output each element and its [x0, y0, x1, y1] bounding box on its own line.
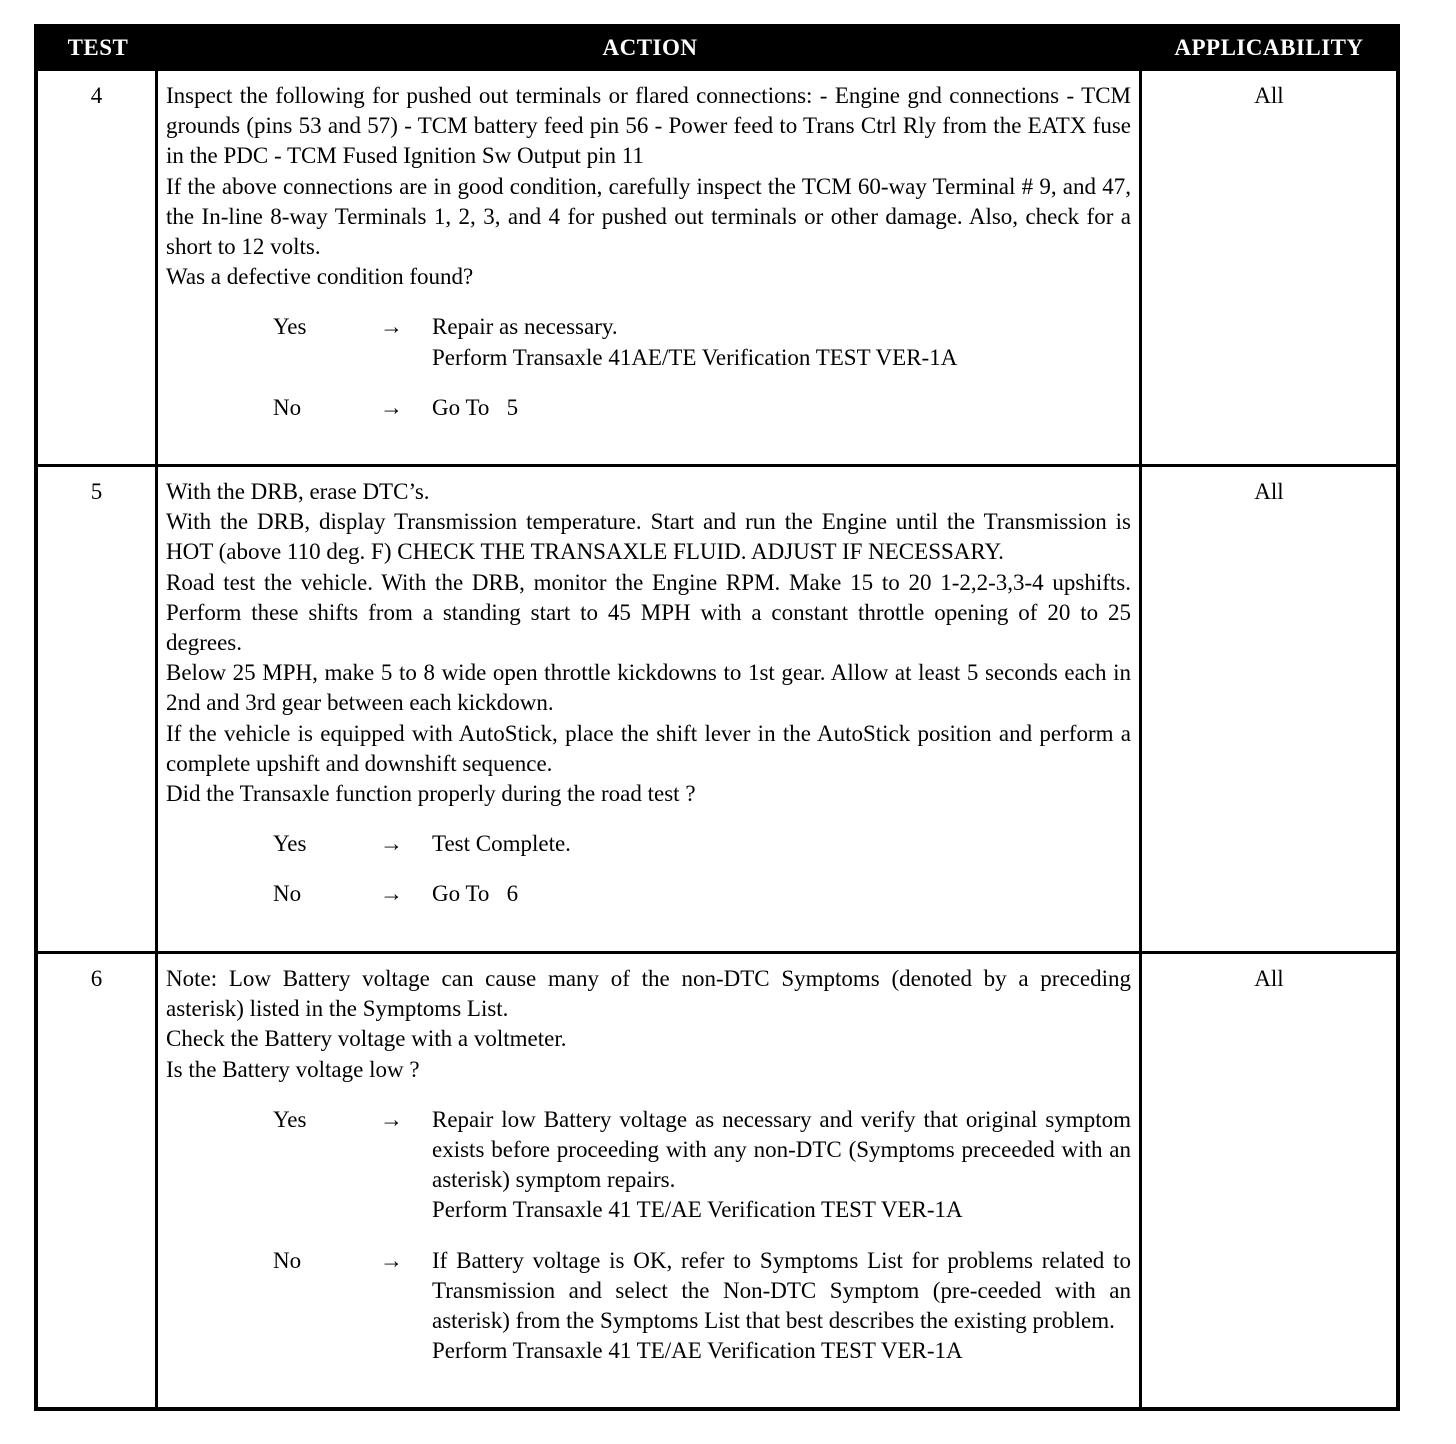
yes-branch — [166, 312, 1131, 372]
yes-result-line: Perform Transaxle 41 TE/AE Verification TEST VER-1A — [432, 1197, 963, 1223]
arrow-icon: → — [380, 831, 403, 857]
arrow-icon: → — [380, 1106, 403, 1132]
test-number: 4 — [38, 71, 158, 464]
yes-result-line: Repair as necessary. — [432, 314, 618, 340]
action-paragraph: If the above connections are in good condition, carefully inspect the TCM 60-way Terminal # 9, and 47, the In-line 8-way Terminals 1, 2, 3, and 4 for pushed out terminals or other damage. Also, check for a short to 12 volts. — [166, 173, 1131, 260]
applicability-value: All — [1254, 83, 1284, 108]
yes-label: Yes — [273, 314, 307, 340]
table-row — [38, 464, 1396, 951]
test-number: 6 — [38, 954, 158, 1407]
action-cell — [158, 467, 1142, 951]
test-number: 5 — [38, 467, 158, 951]
no-result — [432, 393, 1131, 423]
applicability-value: All — [1254, 479, 1284, 504]
no-result — [432, 879, 1131, 909]
no-result-line: Perform Transaxle 41 TE/AE Verification TEST VER-1A — [432, 1338, 963, 1364]
action-paragraph: If the vehicle is equipped with AutoStick, place the shift lever in the AutoStick position and perform a complete upshift and downshift sequence. — [166, 720, 1131, 776]
yes-result-line: Test Complete. — [432, 831, 571, 857]
no-label: No — [273, 1247, 302, 1273]
action-paragraph: Inspect the following for pushed out terminals or flared connections: - Engine gnd connections - TCM grounds (pins 53 and 57) - TCM battery feed pin 56 - Power feed to Trans Ctrl Rly from the EATX fuse in the PDC - TCM Fused Ignition Sw Output pin 11 — [166, 83, 1131, 169]
no-result — [432, 1246, 1131, 1367]
yes-branch — [166, 829, 1131, 859]
action-paragraph: Below 25 MPH, make 5 to 8 wide open throttle kickdowns to 1st gear. Allow at least 5 seconds each in 2nd and 3rd gear between each kickdown. — [166, 660, 1131, 716]
header-action: ACTION — [602, 35, 698, 60]
yes-label: Yes — [273, 1106, 307, 1132]
action-paragraph: Road test the vehicle. With the DRB, monitor the Engine RPM. Make 15 to 20 1-2,2-3,3-4 upshifts. Perform these shifts from a standing start to 45 MPH with a constant throttle opening of 20 to 25 degrees. — [166, 569, 1131, 656]
yes-result-line: Repair low Battery voltage as necessary and verify that original symptom exists before proceeding with any non-DTC (Symptoms preceeded with an asterisk) symptom repairs. — [432, 1106, 1131, 1193]
action-cell — [158, 71, 1142, 464]
no-result-line: Go To 6 — [432, 881, 519, 907]
no-branch — [166, 393, 1131, 423]
header-applicability: APPLICABILITY — [1174, 35, 1364, 60]
no-branch — [166, 879, 1131, 909]
yes-result — [432, 829, 1131, 859]
no-result-line: If Battery voltage is OK, refer to Symptoms List for problems related to Transmission and select the Non-DTC Symptom (pre-ceeded with an asterisk) from the Symptoms List that best describes the existing problem. — [432, 1247, 1131, 1334]
yes-branch — [166, 1105, 1131, 1226]
action-question: Was a defective condition found? — [166, 264, 474, 290]
no-result-line: Go To 5 — [432, 394, 519, 420]
yes-result — [432, 1105, 1131, 1226]
yes-label: Yes — [273, 831, 307, 857]
action-paragraph: With the DRB, erase DTC’s. — [166, 479, 430, 504]
action-paragraph: With the DRB, display Transmission temperature. Start and run the Engine until the Transmission is HOT (above 110 deg. F) CHECK THE TRANSAXLE FLUID. ADJUST IF NECESSARY. — [166, 509, 1131, 565]
arrow-icon: → — [380, 1247, 403, 1273]
action-paragraph: Check the Battery voltage with a voltmeter. — [166, 1026, 567, 1052]
no-label: No — [273, 881, 302, 907]
table-header — [38, 28, 1396, 68]
action-question: Is the Battery voltage low ? — [166, 1056, 420, 1082]
table-row — [38, 951, 1396, 1407]
header-test: TEST — [67, 35, 129, 60]
action-cell — [158, 954, 1142, 1407]
action-question: Did the Transaxle function properly during the road test ? — [166, 781, 696, 807]
arrow-icon: → — [380, 881, 403, 907]
no-label: No — [273, 394, 302, 420]
diagnostic-test-table — [34, 24, 1400, 1411]
arrow-icon: → — [380, 394, 403, 420]
yes-result — [432, 312, 1131, 372]
table-row — [38, 68, 1396, 464]
action-paragraph: Note: Low Battery voltage can cause many of the non-DTC Symptoms (denoted by a preceding asterisk) listed in the Symptoms List. — [166, 966, 1131, 1022]
no-branch — [166, 1246, 1131, 1367]
yes-result-line: Perform Transaxle 41AE/TE Verification TEST VER-1A — [432, 344, 958, 370]
arrow-icon: → — [380, 314, 403, 340]
applicability-value: All — [1254, 966, 1284, 991]
